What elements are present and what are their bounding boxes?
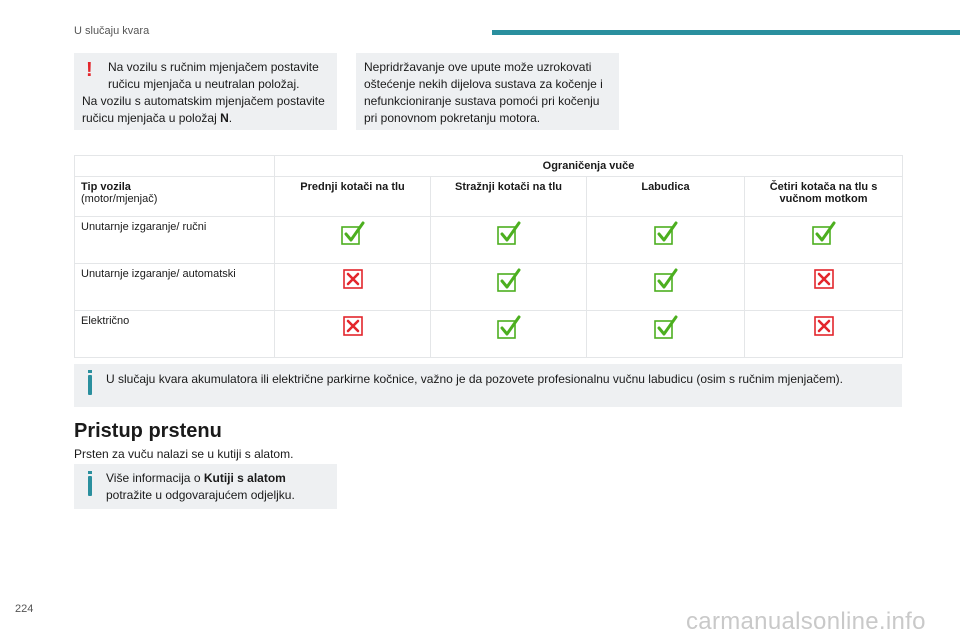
vehicle-type-label: Tip vozila	[81, 181, 131, 193]
warning-box	[74, 53, 337, 130]
warning-line-3: Na vozilu s automatskim mjenjačem postavite	[82, 94, 325, 108]
row-label: Unutarnje izgaranje/ ručni	[75, 217, 275, 264]
cross-icon	[275, 264, 431, 311]
column-header: Labudica	[587, 177, 745, 217]
info-icon	[88, 476, 92, 496]
column-header: Prednji kotači na tlu	[275, 177, 431, 217]
vehicle-type-sub: (motor/mjenjač)	[81, 193, 158, 205]
info-icon	[88, 375, 92, 395]
table-corner-cell	[75, 156, 275, 177]
toolkit-text-bold: Kutiji s alatom	[203, 471, 286, 485]
check-icon	[431, 217, 587, 264]
toolkit-line-2: potražite u odgovarajućem odjeljku.	[106, 488, 295, 502]
check-icon	[587, 264, 745, 311]
group-header: Ograničenja vuče	[275, 156, 903, 177]
info-box	[74, 364, 902, 407]
note-line-4: pri ponovnom pokretanju motora.	[364, 111, 541, 125]
note-box	[356, 53, 619, 130]
row-label: Električno	[75, 311, 275, 358]
header-title: U slučaju kvara	[74, 25, 150, 37]
section-text: Prsten za vuču nalazi se u kutiji s alatom.	[74, 447, 294, 461]
exclamation-icon: !	[86, 59, 93, 81]
check-icon	[745, 217, 903, 264]
cross-icon	[745, 311, 903, 358]
note-line-1: Nepridržavanje ove upute može uzrokovati	[364, 60, 592, 74]
table-row	[75, 311, 903, 358]
note-line-3: nefunkcioniranje sustava pomoći pri kočenju	[364, 94, 600, 108]
warning-line-1: Na vozilu s ručnim mjenjačem postavite	[108, 60, 319, 74]
check-icon	[431, 264, 587, 311]
page-number: 224	[15, 603, 34, 615]
table-row	[75, 217, 903, 264]
check-icon	[431, 311, 587, 358]
table-row	[75, 264, 903, 311]
warning-line-4-bold: N	[220, 111, 229, 125]
cross-icon	[745, 264, 903, 311]
column-header: Stražnji kotači na tlu	[431, 177, 587, 217]
row-label: Unutarnje izgaranje/ automatski	[75, 264, 275, 311]
toolkit-line-1	[106, 470, 329, 487]
warning-line-2: ručicu mjenjača u neutralan položaj.	[108, 77, 300, 91]
info-text: U slučaju kvara akumulatora ili električne parkirne kočnice, važno je da pozovete profesionalnu vučnu labudicu (osim s ručnim mjenjačem).	[106, 372, 844, 386]
header-accent-bar	[492, 30, 960, 35]
warning-line-4-end: .	[228, 111, 233, 125]
warning-line-4-text: ručicu mjenjača u položaj	[82, 111, 221, 125]
check-icon	[587, 217, 745, 264]
towing-table	[74, 155, 903, 358]
cross-icon	[275, 311, 431, 358]
check-icon	[587, 311, 745, 358]
vehicle-type-header	[75, 177, 275, 217]
note-line-2: oštećenje nekih dijelova sustava za kočenje i	[364, 77, 603, 91]
section-title: Pristup prstenu	[74, 420, 222, 442]
column-header: Četiri kotača na tlu s vučnom motkom	[745, 177, 903, 217]
watermark: carmanualsonline.info	[686, 608, 926, 635]
check-icon	[275, 217, 431, 264]
toolkit-text-before: Više informacija o	[106, 471, 204, 485]
info-box-toolkit	[74, 464, 337, 509]
warning-line-4	[82, 110, 329, 127]
